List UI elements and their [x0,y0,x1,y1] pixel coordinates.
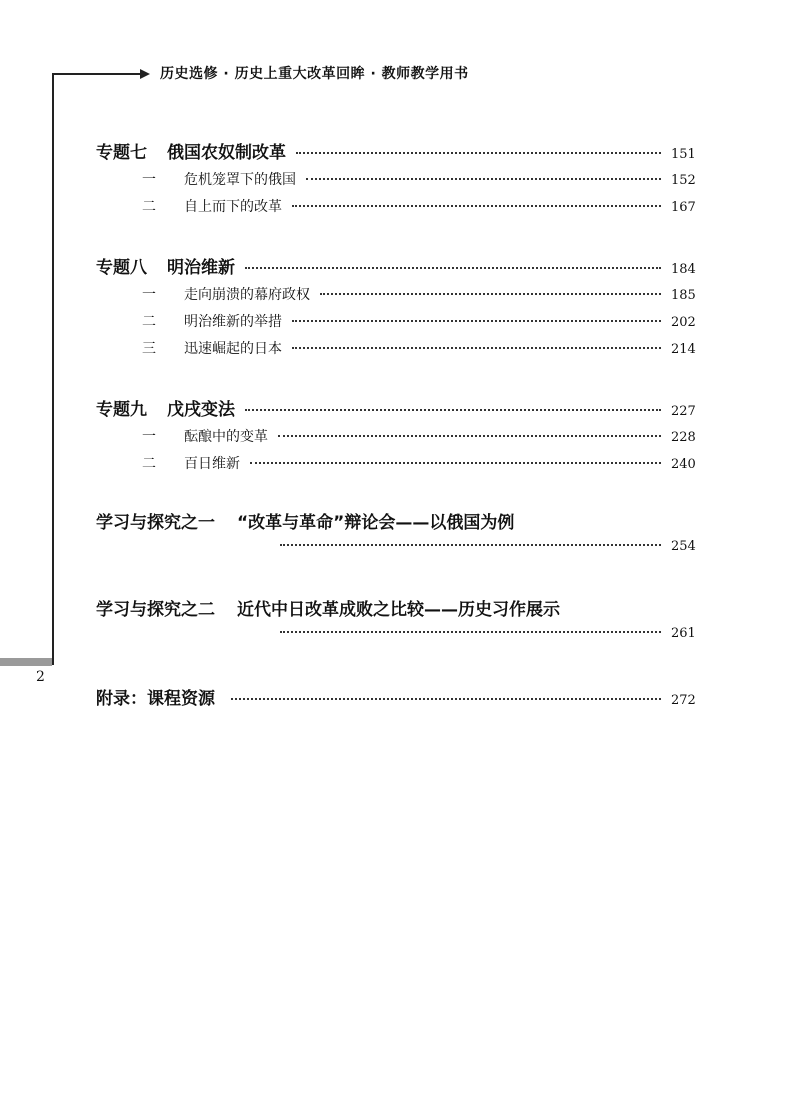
toc-appendix[interactable] [96,684,695,709]
page-ref: 152 [671,173,696,188]
item-title: 百日维新 [184,456,240,472]
toc-study-2-leader [280,626,695,641]
toc-study-1[interactable] [96,508,514,533]
item-number: 三 [142,341,156,357]
toc-item[interactable] [142,196,695,216]
leader-dots [292,320,661,322]
page-number: 2 [36,669,45,685]
leader-dots [245,267,661,269]
item-number: 二 [142,199,156,215]
leader-dots [280,544,661,546]
leader-dots [320,293,661,295]
header-rule [52,73,142,75]
page-ref: 227 [671,404,696,419]
margin-rule [52,73,54,665]
leader-dots [231,698,661,700]
section-heading [96,395,235,420]
item-number: 一 [142,172,156,188]
page-ref: 214 [671,342,696,357]
study-title: 近代中日改革成败之比较——历史习作展示 [237,600,560,620]
toc-item[interactable] [142,169,695,189]
appendix-title: 附录：课程资源 [96,689,215,709]
toc-section-7[interactable] [96,138,695,163]
toc-item[interactable] [142,311,695,331]
page-ref: 151 [671,147,696,162]
toc-section-9[interactable] [96,395,695,420]
item-title: 走向崩溃的幕府政权 [184,287,310,303]
section-label: 专题七 [96,143,147,163]
leader-dots [278,435,661,437]
page-ref: 240 [671,457,696,472]
leader-dots [306,178,661,180]
item-title: 酝酿中的变革 [184,429,268,445]
leader-dots [280,631,661,633]
leader-dots [292,347,661,349]
item-number: 一 [142,429,156,445]
toc-item[interactable] [142,284,695,304]
item-title: 迅速崛起的日本 [184,341,282,357]
section-label: 专题九 [96,400,147,420]
toc-section-8[interactable] [96,253,695,278]
leader-dots [292,205,661,207]
section-heading [96,253,235,278]
leader-dots [296,152,661,154]
toc-study-2[interactable] [96,595,560,620]
toc-item[interactable] [142,426,695,446]
section-title: 戊戌变法 [167,400,235,420]
page-ref: 261 [671,626,696,641]
study-label: 学习与探究之二 [96,600,215,620]
page-ref: 228 [671,430,696,445]
section-label: 专题八 [96,258,147,278]
section-heading [96,138,286,163]
study-title: “改革与革命”辩论会——以俄国为例 [237,513,515,533]
page-ref: 184 [671,262,696,277]
page-ref: 167 [671,200,696,215]
item-number: 二 [142,314,156,330]
study-label: 学习与探究之一 [96,513,215,533]
toc-study-1-leader [280,539,695,554]
toc-item[interactable] [142,453,695,473]
margin-tab [0,658,52,666]
leader-dots [245,409,661,411]
item-title: 明治维新的举措 [184,314,282,330]
arrow-right-icon [140,69,150,79]
running-header: 历史选修 · 历史上重大改革回眸 · 教师教学用书 [160,66,469,82]
item-title: 自上而下的改革 [184,199,282,215]
page-ref: 185 [671,288,696,303]
page-ref: 272 [671,693,696,708]
page-ref: 254 [671,539,696,554]
section-title: 俄国农奴制改革 [167,143,286,163]
item-number: 一 [142,287,156,303]
toc-item[interactable] [142,338,695,358]
leader-dots [250,462,661,464]
item-title: 危机笼罩下的俄国 [184,172,296,188]
section-title: 明治维新 [167,258,235,278]
item-number: 二 [142,456,156,472]
page-ref: 202 [671,315,696,330]
